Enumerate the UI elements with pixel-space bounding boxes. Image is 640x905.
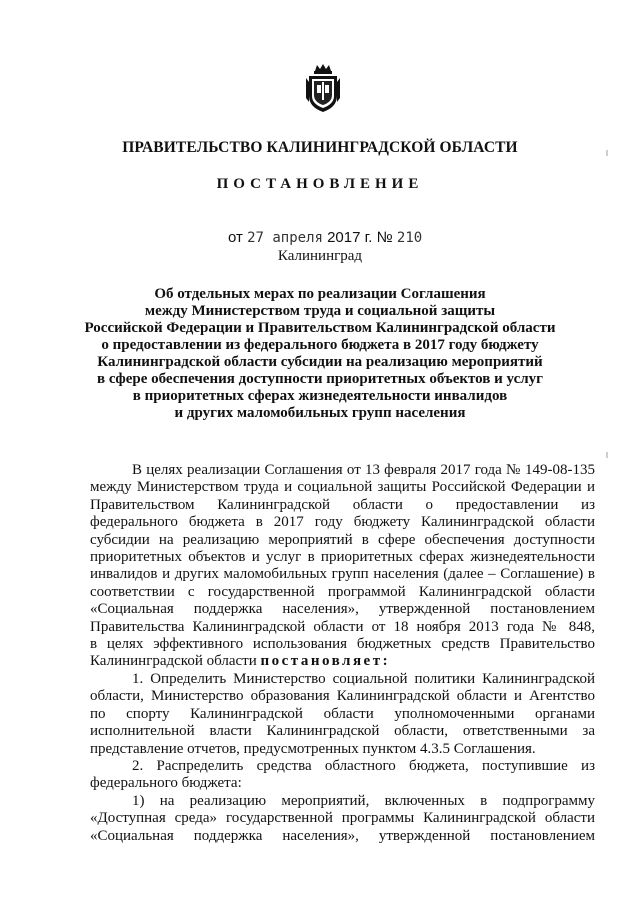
body-line: 1) на реализацию мероприятий, включенных в подпрограмму — [132, 792, 595, 809]
body-line — [90, 653, 595, 670]
body-line: «Социальная поддержка населения», утвержденной постановлением — [90, 601, 595, 618]
title-line: Российской Федерации и Правительством Калининградской области — [84, 320, 556, 336]
title-line: в приоритетных сферах жизнедеятельности инвалидов — [132, 388, 508, 404]
date-handwritten: 27 апреля — [247, 230, 323, 246]
body-text: Калининградской области — [90, 653, 261, 670]
body-line: «Социальная поддержка населения», утвержденной постановлением — [90, 827, 595, 844]
body-line: Правительства Калининградской области от 18 ноября 2013 года № 848, — [90, 618, 595, 635]
body-line: 2. Распределить средства областного бюджета, поступившие из — [132, 757, 595, 774]
body-line: субсидии на реализацию мероприятий в сфере обеспечения доступности — [90, 531, 595, 548]
number-sign: № — [376, 229, 393, 246]
title-line: о предоставлении из федерального бюджета в 2017 году бюджету — [101, 337, 539, 353]
title-line: Калининградской области субсидии на реализацию мероприятий — [97, 354, 543, 370]
body-line: Правительством Калининградской области о предоставлении из — [90, 496, 595, 513]
document-title — [60, 286, 580, 422]
body-line: области, Министерство образования Калининградской области и Агентство — [90, 688, 595, 705]
title-line: Об отдельных мерах по реализации Соглашения — [154, 286, 486, 302]
body-line: В целях реализации Соглашения от 13 февраля 2017 года № 149-08-135 — [132, 462, 595, 478]
scan-mark — [606, 150, 608, 156]
title-line: в сфере обеспечения доступности приоритетных объектов и услуг — [97, 371, 543, 387]
government-name: ПРАВИТЕЛЬСТВО КАЛИНИНГРАДСКОЙ ОБЛАСТИ — [122, 139, 518, 156]
title-line: и других маломобильных групп населения — [174, 405, 466, 421]
coat-of-arms-emblem — [303, 62, 343, 114]
body-line: в целях эффективного использования бюджетных средств Правительство — [90, 636, 595, 653]
date-prefix: от — [228, 229, 243, 246]
date-year: 2017 г. — [327, 229, 373, 246]
body-line: представление отчетов, предусмотренных пунктом 4.3.5 Соглашения. — [90, 740, 536, 757]
body-line: инвалидов и других маломобильных групп населения (далее – Соглашение) в — [90, 566, 595, 583]
body-line: исполнительной власти Калининградской области, ответственными за — [90, 723, 595, 740]
document-number: 210 — [396, 230, 423, 246]
document-city: Калининград — [277, 248, 363, 264]
body-line: приоритетных объектов и услуг в приоритетных сферах жизнедеятельности — [90, 549, 595, 566]
document-type: ПОСТАНОВЛЕНИЕ — [216, 176, 424, 192]
body-line: федерального бюджета: — [90, 775, 242, 792]
title-line: между Министерством труда и социальной защиты — [144, 303, 496, 319]
scan-mark — [606, 452, 608, 458]
body-line: по спорту Калининградской области уполномоченными органами — [90, 705, 595, 722]
resolves-keyword: постановляет: — [260, 653, 391, 670]
body-line: соответствии с государственной программой Калининградской области — [90, 583, 595, 600]
body-line: между Министерством труда и социальной защиты Российской Федерации и — [90, 479, 595, 496]
body-line: 1. Определить Министерство социальной политики Калининградской — [132, 670, 595, 687]
document-body — [90, 462, 595, 845]
body-line: «Доступная среда» государственной программы Калининградской области — [90, 810, 595, 827]
body-line: федерального бюджета в 2017 году бюджету Калининградской области — [90, 514, 595, 531]
document-dateline — [228, 229, 422, 246]
